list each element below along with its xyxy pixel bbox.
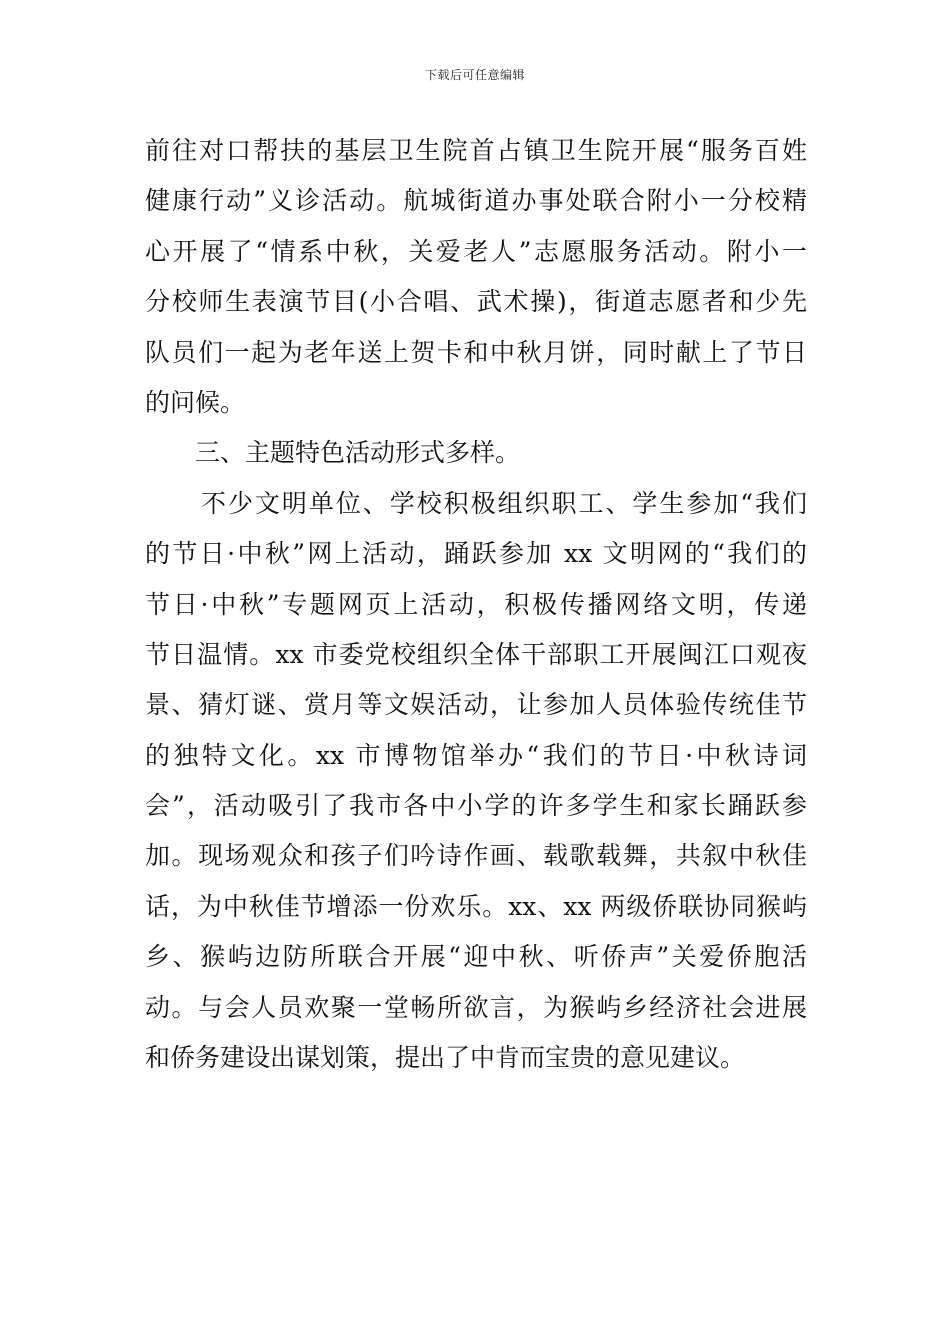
text-line: 动。与会人员欢聚一堂畅所欲言，为猴屿乡经济社会进展: [145, 992, 807, 1022]
text-line: 队员们一起为老年送上贺卡和中秋月饼，同时献上了节日: [145, 337, 807, 367]
text-line: 加。现场观众和孩子们吟诗作画、载歌载舞，共叙中秋佳: [145, 841, 807, 871]
text-line: 乡、猴屿边防所联合开展“迎中秋、听侨声”关爱侨胞活: [145, 942, 807, 972]
text-line: 会”，活动吸引了我市各中小学的许多学生和家长踊跃参: [145, 791, 807, 821]
text-line: 前往对口帮扶的基层卫生院首占镇卫生院开展“服务百姓: [145, 136, 807, 165]
paragraph-2: [145, 479, 807, 1084]
text-line: 心开展了“情系中秋，关爱老人”志愿服务活动。附小一: [145, 236, 807, 266]
text-line: 健康行动”义诊活动。航城街道办事处联合附小一分校精: [145, 186, 807, 216]
paragraph-1: [145, 126, 807, 428]
text-line: 分校师生表演节目(小合唱、武术操)，街道志愿者和少先: [145, 287, 807, 317]
section-heading-3: 三、主题特色活动形式多样。: [195, 438, 521, 468]
header-note: 下载后可任意编辑: [424, 68, 525, 82]
text-line: 不少文明单位、学校积极组织职工、学生参加“我们: [201, 488, 807, 518]
text-line: 的独特文化。xx 市博物馆举办“我们的节日·中秋诗词: [145, 740, 807, 770]
document-body: [145, 126, 807, 1083]
text-line: 和侨务建设出谋划策，提出了中肯而宝贵的意见建议。: [145, 1043, 746, 1073]
text-line: 节日·中秋”专题网页上活动，积极传播网络文明，传递: [145, 589, 807, 619]
text-line: 景、猜灯谜、赏月等文娱活动，让参加人员体验传统佳节: [145, 690, 807, 720]
text-line: 话，为中秋佳节增添一份欢乐。xx、xx 两级侨联协同猴屿: [145, 891, 807, 921]
text-line: 的节日·中秋”网上活动，踊跃参加 xx 文明网的“我们的: [145, 539, 807, 569]
text-line: 的问候。: [145, 387, 246, 417]
text-line: 节日温情。xx 市委党校组织全体干部职工开展闽江口观夜: [145, 639, 807, 669]
